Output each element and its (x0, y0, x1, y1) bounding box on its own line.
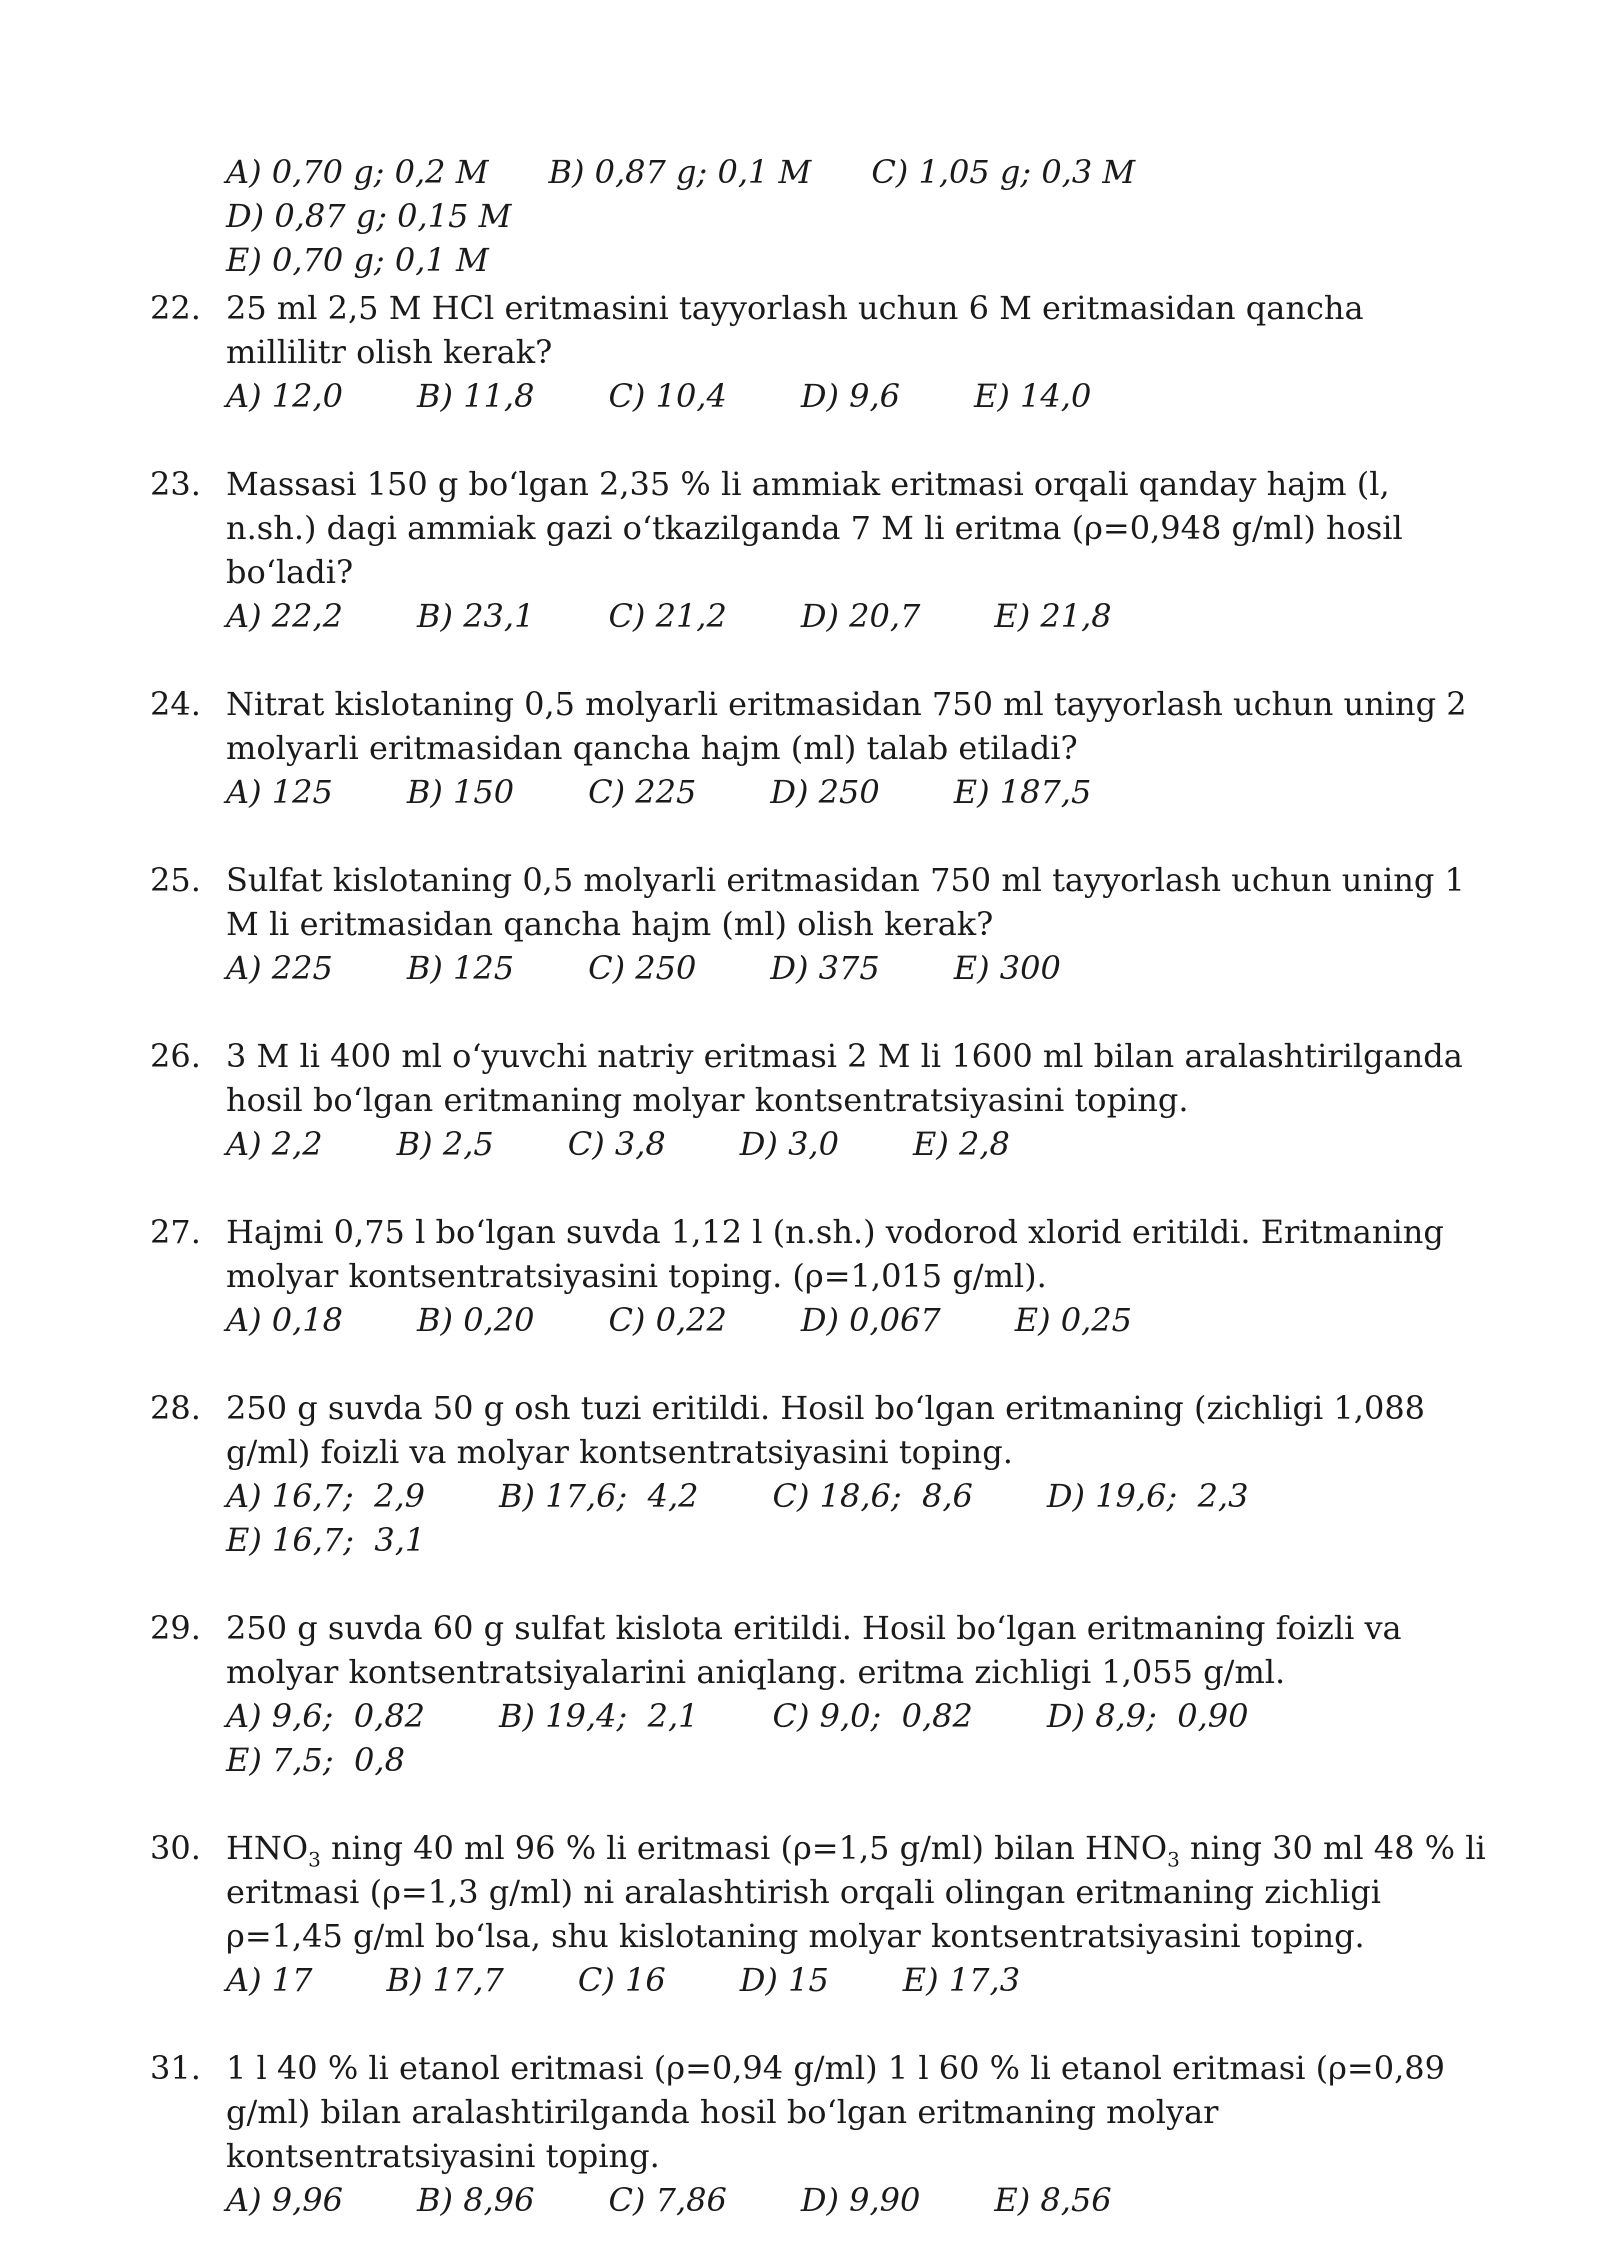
option-b: B) 23,1 (417, 597, 535, 635)
option-b: B) 150 (406, 773, 515, 811)
question-text: Hajmi 0,75 l bo‘lgan suvda 1,12 l (n.sh.) vodorod xlorid eritildi. Eritmaning molyar kontsentratsiyasini toping. (ρ=1,015 g/ml). (226, 1213, 1444, 1295)
option-b: B) 19,4; 2,1 (499, 1697, 699, 1735)
subscript: 3 (1167, 1847, 1180, 1872)
option-c: C) 225 (588, 773, 697, 811)
question-text-part: ning 30 ml 48 % li eritmasi (ρ=1,3 g/ml) ni aralashtirish orqali olingan eritmaning zichligi ρ=1,45 g/ml bo‘lsa, shu kislotaning molyar kontsentratsiyasini toping. (226, 1829, 1486, 1955)
answer-options (226, 2178, 1490, 2222)
question-text: Massasi 150 g bo‘lgan 2,35 % li ammiak eritmasi orqali qanday hajm (l, n.sh.) dagi ammiak gazi o‘tkazilganda 7 M li eritma (ρ=0,948 g/ml) hosil bo‘ladi? (226, 465, 1403, 591)
option-b: B) 8,96 (417, 2181, 535, 2219)
question-list (150, 286, 1490, 2266)
answer-options (226, 1694, 1490, 1782)
option-a: A) 225 (226, 949, 333, 987)
option-a: A) 0,18 (226, 1301, 344, 1339)
option-d: D) 8,9; 0,90 (1046, 1697, 1249, 1735)
question-30 (150, 1826, 1490, 2002)
option-a: A) 17 (226, 1961, 313, 1999)
option-d: D) 20,7 (800, 597, 921, 635)
option-a: A) 16,7; 2,9 (226, 1477, 426, 1515)
option-b: B) 17,6; 4,2 (499, 1477, 699, 1515)
option-e: E) 14,0 (974, 377, 1092, 415)
option-e: E) 300 (953, 949, 1061, 987)
question-number: 28. (150, 1389, 201, 1427)
option-c: C) 3,8 (567, 1125, 666, 1163)
question-text-part: ning 40 ml 96 % li eritmasi (ρ=1,5 g/ml) bilan HNO (320, 1829, 1168, 1867)
option-e: E) 21,8 (994, 597, 1112, 635)
question-26 (150, 1034, 1490, 1166)
option-c: C) 18,6; 8,6 (772, 1477, 973, 1515)
option-d: D) 3,0 (739, 1125, 839, 1163)
option-a: A) 125 (226, 773, 333, 811)
option-b: B) 0,20 (417, 1301, 535, 1339)
question-text: Nitrat kislotaning 0,5 molyarli eritmasidan 750 ml tayyorlash uchun uning 2 molyarli eritmasidan qancha hajm (ml) talab etiladi? (226, 685, 1467, 767)
option-d: D) 9,6 (800, 377, 901, 415)
question-22 (150, 286, 1490, 418)
answer-options (226, 946, 1490, 990)
answer-options (226, 594, 1490, 638)
option-e: E) 2,8 (912, 1125, 1010, 1163)
question-text (226, 1826, 1490, 1958)
option-e: E) 7,5; 0,8 (226, 1741, 405, 1779)
question-number: 31. (150, 2049, 201, 2087)
answer-options (226, 374, 1490, 418)
option-a: A) 12,0 (226, 377, 344, 415)
option-e: E) 17,3 (902, 1961, 1021, 1999)
question-number: 29. (150, 1609, 201, 1647)
question-31 (150, 2046, 1490, 2222)
subscript: 3 (308, 1847, 321, 1872)
answer-options (226, 770, 1490, 814)
question-text: 25 ml 2,5 M HCl eritmasini tayyorlash uchun 6 M eritmasidan qancha millilitr olish kerak? (226, 289, 1364, 371)
option-a: A) 9,6; 0,82 (226, 1697, 426, 1735)
previous-question-options (226, 150, 1486, 282)
option-a: A) 0,70 g; 0,2 M (226, 153, 489, 191)
answer-options (226, 1474, 1490, 1562)
question-number: 27. (150, 1213, 201, 1251)
option-d: D) 19,6; 2,3 (1046, 1477, 1249, 1515)
option-c: C) 16 (577, 1961, 666, 1999)
answer-options (226, 150, 1486, 282)
option-e: E) 0,25 (1014, 1301, 1133, 1339)
option-b: B) 11,8 (417, 377, 535, 415)
option-c: C) 1,05 g; 0,3 M (871, 153, 1136, 191)
option-b: B) 0,87 g; 0,1 M (548, 153, 812, 191)
question-text: Sulfat kislotaning 0,5 molyarli eritmasidan 750 ml tayyorlash uchun uning 1 M li eritmasidan qancha hajm (ml) olish kerak? (226, 861, 1465, 943)
option-d: D) 15 (739, 1961, 829, 1999)
question-number: 22. (150, 289, 201, 327)
option-e: E) 187,5 (953, 773, 1092, 811)
option-c: C) 0,22 (608, 1301, 727, 1339)
option-c: C) 21,2 (608, 597, 727, 635)
option-b: B) 17,7 (386, 1961, 504, 1999)
option-c: C) 7,86 (608, 2181, 727, 2219)
option-d: D) 250 (770, 773, 880, 811)
option-c: C) 9,0; 0,82 (772, 1697, 973, 1735)
option-d: D) 0,067 (800, 1301, 941, 1339)
question-23 (150, 462, 1490, 638)
question-29 (150, 1606, 1490, 1782)
question-text: 3 M li 400 ml o‘yuvchi natriy eritmasi 2 M li 1600 ml bilan aralashtirilganda hosil bo‘lgan eritmaning molyar kontsentratsiyasini toping. (226, 1037, 1463, 1119)
question-24 (150, 682, 1490, 814)
question-number: 25. (150, 861, 201, 899)
option-b: B) 125 (406, 949, 515, 987)
option-d: D) 0,87 g; 0,15 M (226, 197, 512, 235)
question-number: 23. (150, 465, 201, 503)
option-d: D) 9,90 (800, 2181, 921, 2219)
question-text: 1 l 40 % li etanol eritmasi (ρ=0,94 g/ml) 1 l 60 % li etanol eritmasi (ρ=0,89 g/ml) bilan aralashtirilganda hosil bo‘lgan eritmaning molyar kontsentratsiyasini toping. (226, 2049, 1445, 2175)
option-c: C) 10,4 (608, 377, 727, 415)
question-28 (150, 1386, 1490, 1562)
option-d: D) 375 (770, 949, 880, 987)
question-27 (150, 1210, 1490, 1342)
question-25 (150, 858, 1490, 990)
option-a: A) 9,96 (226, 2181, 344, 2219)
question-text: 250 g suvda 50 g osh tuzi eritildi. Hosil bo‘lgan eritmaning (zichligi 1,088 g/ml) foizli va molyar kontsentratsiyasini toping. (226, 1389, 1426, 1471)
question-number: 30. (150, 1829, 201, 1867)
option-e: E) 16,7; 3,1 (226, 1521, 426, 1559)
option-e: E) 0,70 g; 0,1 M (226, 241, 489, 279)
answer-options (226, 1122, 1490, 1166)
question-text: 250 g suvda 60 g sulfat kislota eritildi. Hosil bo‘lgan eritmaning foizli va molyar kontsentratsiyalarini aniqlang. eritma zichligi 1,055 g/ml. (226, 1609, 1402, 1691)
option-a: A) 22,2 (226, 597, 344, 635)
answer-options (226, 1958, 1490, 2002)
option-a: A) 2,2 (226, 1125, 323, 1163)
question-number: 24. (150, 685, 201, 723)
option-e: E) 8,56 (994, 2181, 1112, 2219)
option-c: C) 250 (588, 949, 697, 987)
formula-hno3: HNO (226, 1829, 309, 1867)
answer-options (226, 1298, 1490, 1342)
option-b: B) 2,5 (396, 1125, 494, 1163)
question-number: 26. (150, 1037, 201, 1075)
